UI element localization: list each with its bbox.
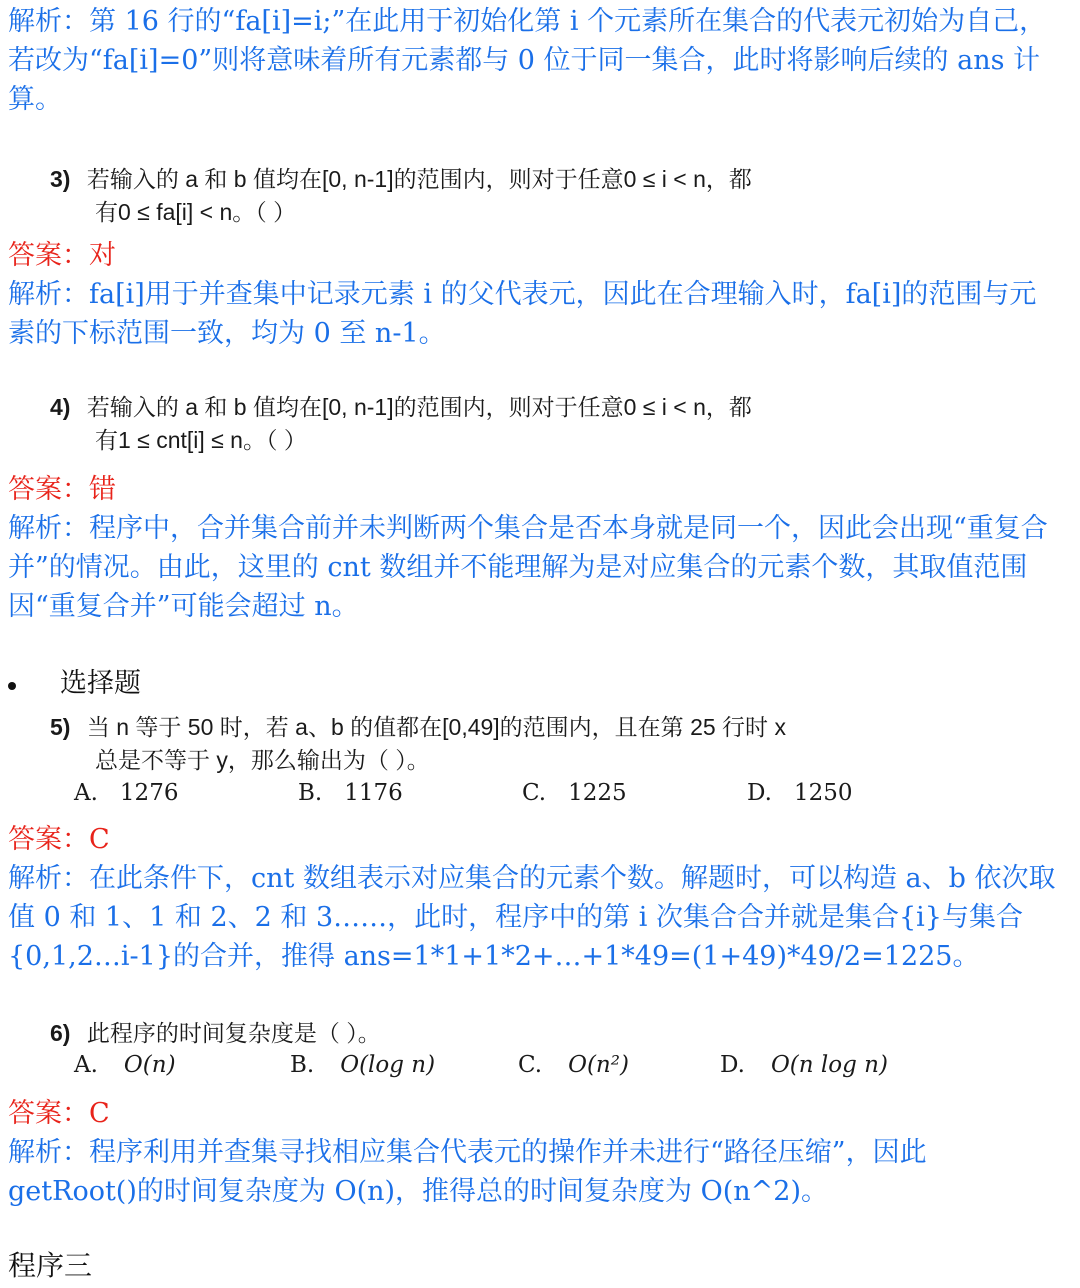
option-d <box>720 1052 888 1078</box>
question-6 <box>0 1014 1080 1094</box>
section-choice-label: 选择题 <box>60 668 141 699</box>
answer-label: 答案： <box>8 824 89 855</box>
question-number: 6) <box>50 1020 71 1046</box>
analysis-5: 解析：在此条件下，cnt 数组表示对应集合的元素个数。解题时，可以构造 a、b 依次取值 0 和 1、1 和 2、2 和 3……，此时，程序中的第 i 次集合合并就是集合{i}与集合{0,1,2…i-1}的合并，推得 ans=1*1+1*2+…+1*49=(1+49)*49/2=1225。 <box>8 863 1056 972</box>
bullet-icon <box>8 682 16 690</box>
option-letter: B. <box>290 1052 315 1078</box>
option-value: 1250 <box>793 780 853 806</box>
answer-label: 答案： <box>8 240 89 271</box>
option-a <box>74 780 178 806</box>
option-value: O(n) <box>123 1052 176 1078</box>
question-text: 此程序的时间复杂度是（ ）。 <box>86 1020 381 1046</box>
option-b <box>298 780 403 806</box>
question-text: 若输入的 a 和 b 值均在[0, n-1]的范围内，则对于任意0 ≤ i < n，都 <box>86 394 752 420</box>
analysis-3: 解析：fa[i]用于并查集中记录元素 i 的父代表元，因此在合理输入时，fa[i]的范围与元素的下标范围一致，均为 0 至 n-1。 <box>8 279 1037 349</box>
option-value: O(n log n) <box>770 1052 888 1078</box>
question-3-line-1 <box>50 163 752 196</box>
answer-value: C <box>89 1098 110 1129</box>
analysis-4: 解析：程序中，合并集合前并未判断两个集合是否本身就是同一个，因此会出现“重复合并”的情况。由此，这里的 cnt 数组并不能理解为是对应集合的元素个数，其取值范围因“重复合并”可能会超过 n。 <box>8 513 1048 622</box>
question-text: 当 n 等于 50 时，若 a、b 的值都在[0,49]的范围内，且在第 25 行时 x <box>86 714 786 740</box>
answer-3 <box>8 236 1062 275</box>
answer-5 <box>8 820 1062 859</box>
question-4-line-2: 有1 ≤ cnt[i] ≤ n。（ ） <box>95 427 307 453</box>
option-value: O(n²) <box>568 1052 629 1078</box>
analysis-6: 解析：程序利用并查集寻找相应集合代表元的操作并未进行“路径压缩”，因此 getRoot()的时间复杂度为 O(n)，推得总的时间复杂度为 O(n^2)。 <box>8 1137 927 1207</box>
question-6-line-1 <box>50 1017 381 1050</box>
answer-value: 错 <box>89 474 116 505</box>
question-4 <box>0 388 1080 458</box>
option-value: 1176 <box>344 780 403 806</box>
option-d <box>747 780 852 806</box>
option-c <box>518 1052 629 1078</box>
answer-value: C <box>89 824 110 855</box>
answer-6 <box>8 1094 1062 1133</box>
question-5 <box>0 708 1080 818</box>
option-letter: A. <box>74 780 98 806</box>
question-4-line-1 <box>50 391 752 424</box>
section-program-3-title: 程序三 <box>8 1249 93 1282</box>
option-letter: C. <box>518 1052 543 1078</box>
answer-4 <box>8 470 1062 509</box>
question-3-line-2: 有0 ≤ fa[i] < n。（ ） <box>95 199 297 225</box>
question-5-options <box>0 780 1080 814</box>
question-number: 4) <box>50 394 71 420</box>
option-value: O(log n) <box>340 1052 436 1078</box>
option-letter: D. <box>720 1052 745 1078</box>
question-6-options <box>0 1052 1080 1088</box>
option-a <box>74 1052 176 1078</box>
question-5-line-1 <box>50 711 786 744</box>
option-b <box>290 1052 435 1078</box>
option-letter: B. <box>298 780 323 806</box>
option-letter: C. <box>522 780 547 806</box>
question-3 <box>0 160 1080 230</box>
option-letter: D. <box>747 780 772 806</box>
answer-label: 答案： <box>8 474 89 505</box>
option-value: 1276 <box>119 780 179 806</box>
option-value: 1225 <box>568 780 627 806</box>
option-c <box>522 780 627 806</box>
question-number: 5) <box>50 714 71 740</box>
section-choice <box>0 664 300 704</box>
question-5-line-2: 总是不等于 y，那么输出为（ ）。 <box>95 747 430 773</box>
question-text: 若输入的 a 和 b 值均在[0, n-1]的范围内，则对于任意0 ≤ i < n，都 <box>86 166 752 192</box>
option-letter: A. <box>74 1052 98 1078</box>
answer-label: 答案： <box>8 1098 89 1129</box>
answer-value: 对 <box>89 240 116 271</box>
analysis-top: 解析：第 16 行的“fa[i]=i;”在此用于初始化第 i 个元素所在集合的代表元初始为自己，若改为“fa[i]=0”则将意味着所有元素都与 0 位于同一集合，此时将影响后续的 ans 计算。 <box>8 6 1047 115</box>
question-number: 3) <box>50 166 71 192</box>
